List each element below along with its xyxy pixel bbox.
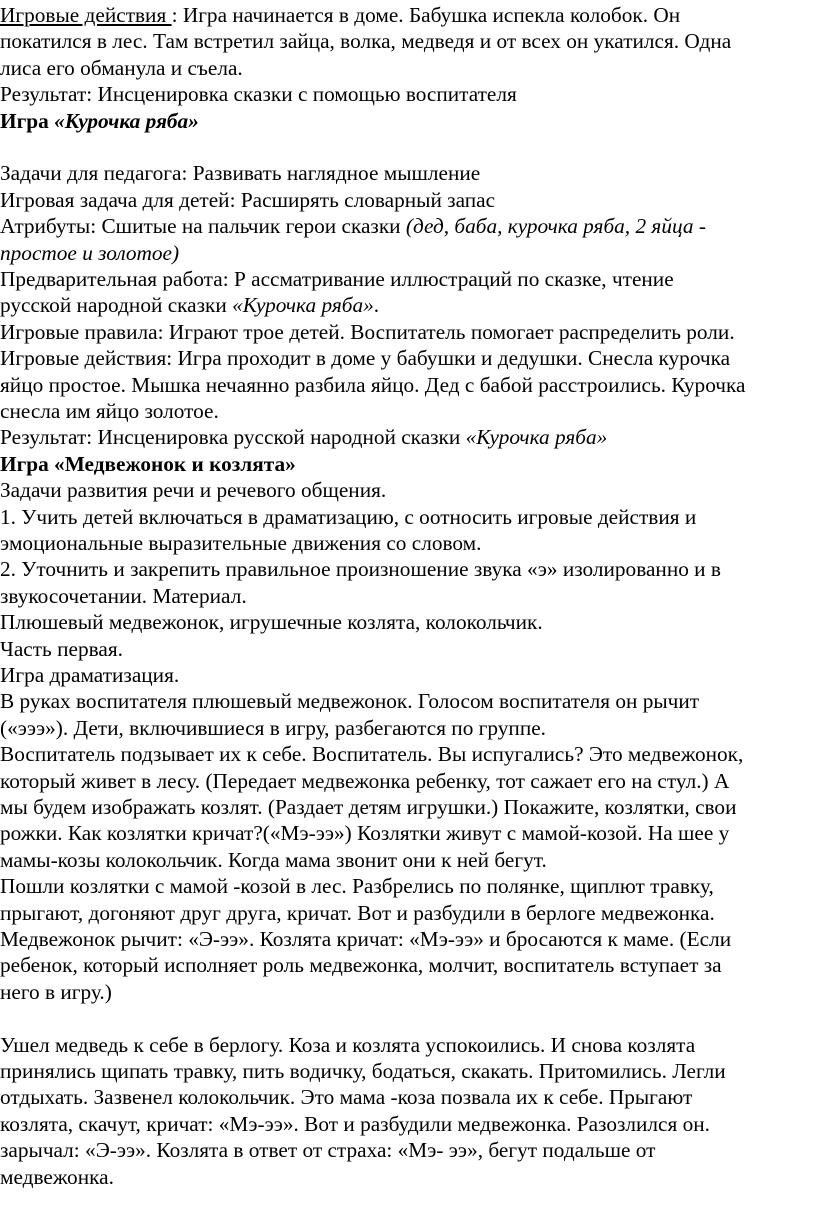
text-line [0, 451, 296, 477]
text-line [0, 609, 543, 635]
text-run: Игровые действия [0, 3, 172, 27]
text-run: яйцо простое. Мышка нечаянно разбила яйцо. Дед с бабой расстроились. Курочка [0, 372, 746, 397]
text-run: Ушел медведь к себе в берлогу. Коза и козлята успокоились. И снова козлята [0, 1032, 696, 1057]
text-run: «Курочка ряба» [232, 293, 374, 318]
text-run: мамы-козы колокольчик. Когда мама звонит они к ней бегут. [0, 847, 547, 872]
text-line [0, 530, 481, 556]
text-line [0, 160, 480, 186]
text-line [0, 583, 247, 609]
text-run: зарычал: «Э-ээ». Козлята в ответ от страха: «Мэ- ээ», бегут подальше от [0, 1138, 656, 1163]
text-line [0, 398, 219, 424]
text-run: покатился в лес. Там встретил зайца, волка, медведя и от всех он укатился. Одна [0, 29, 732, 54]
text-line [0, 556, 721, 582]
text-line [0, 28, 731, 54]
text-run: Задачи для педагога: Развивать наглядное мышление [0, 161, 481, 186]
text-run: («эээ»). Дети, включившиеся в игру, разбегаются по группе. [0, 715, 547, 740]
text-line [0, 292, 379, 318]
text-run: : Игра начинается в доме. Бабушка испекла колобок. Он [171, 3, 681, 27]
text-run: . [373, 293, 380, 318]
text-run: звукосочетании. Материал. [0, 583, 247, 608]
text-run: мы будем изображать козлят. (Раздает детям игрушки.) Покажите, козлятки, свои [0, 795, 737, 819]
text-line [0, 187, 495, 213]
text-line [0, 504, 696, 530]
text-line [0, 1137, 655, 1163]
text-run: Игра «Медвежонок и козлята» [0, 451, 296, 476]
text-line [0, 1084, 692, 1110]
text-run: Результат: Инсценировка сказки с помощью воспитателя [0, 82, 517, 107]
text-line [0, 1111, 710, 1137]
text-run: лиса его обманула и съела. [0, 55, 243, 80]
text-line [0, 477, 386, 503]
text-line [0, 424, 607, 450]
text-line [0, 794, 736, 820]
text-run: эмоциональные выразительные движения со словом. [0, 531, 482, 555]
text-line [0, 372, 745, 398]
text-line [0, 926, 731, 952]
text-run: ребенок, который исполняет роль медвежонка, молчит, воспитатель вступает за [0, 953, 722, 978]
text-run: 2. Уточнить и закрепить правильное произношение звука «э» изолированно и в [0, 557, 721, 582]
text-run: В руках воспитателя плюшевый медвежонок. Голосом воспитателя он рычит [0, 689, 700, 714]
text-line [0, 952, 722, 978]
text-line [0, 1058, 726, 1084]
text-line [0, 81, 517, 107]
text-line [0, 768, 729, 794]
text-line [0, 688, 699, 714]
text-line [0, 55, 243, 81]
text-run: (дед, баба, курочка ряба, 2 яйца - [405, 214, 706, 239]
text-run: него в игру.) [0, 979, 112, 1004]
text-run: Игра драматизация. [0, 663, 180, 687]
text-run: Медвежонок рычит: «Э-ээ». Козлята кричат: «Мэ-ээ» и бросаются к маме. (Если [0, 927, 732, 951]
text-line [0, 1032, 695, 1058]
text-line [0, 319, 735, 345]
text-run: козлята, скачут, кричат: «Мэ-ээ». Вот и разбудили медвежонка. Разозлился он. [0, 1111, 710, 1136]
text-run: русской народной сказки [0, 293, 233, 318]
text-run: Пошли козлятки с мамой -козой в лес. Разбрелись по полянке, щиплют травку, [0, 874, 714, 899]
text-run: Атрибуты: Сшитые на пальчик герои сказки [0, 214, 406, 239]
text-run: Плюшевый медвежонок, игрушечные козлята, колокольчик. [0, 610, 543, 635]
text-run: Результат: Инсценировка русской народной сказки [0, 425, 466, 450]
text-run: Игровые правила: Играют трое детей. Воспитатель помогает распределить роли. [0, 319, 735, 344]
text-run: который живет в лесу. (Передает медвежонка ребенку, тот сажает его на стул.) А [0, 768, 730, 793]
text-run: рожки. Как козлятки кричат?(«Мэ-ээ») Козлятки живут с мамой-козой. На шее у [0, 821, 730, 846]
text-run: снесла им яйцо золотое. [0, 399, 219, 423]
text-line [0, 741, 743, 767]
text-line [0, 240, 179, 266]
text-run: Предварительная работа: Р ассматривание иллюстраций по сказке, чтение [0, 267, 674, 291]
text-run: прыгают, догоняют друг друга, кричат. Вот и разбудили в берлоге медвежонка. [0, 900, 715, 925]
text-run: 1. Учить детей включаться в драматизацию, с оотносить игровые действия и [0, 504, 697, 529]
text-line [0, 108, 199, 134]
text-run: Часть первая. [0, 636, 123, 661]
text-line [0, 345, 730, 371]
text-run: отдыхать. Зазвенел колокольчик. Это мама -коза позвала их к себе. Прыгают [0, 1085, 693, 1110]
text-run: Игра [0, 108, 55, 133]
text-run: Задачи развития речи и речевого общения. [0, 478, 387, 503]
text-run: «Курочка ряба» [54, 108, 199, 133]
text-run: медвежонка. [0, 1164, 114, 1189]
text-run: «Курочка ряба» [465, 425, 608, 450]
text-line [0, 1164, 114, 1190]
text-line [0, 266, 674, 292]
text-line [0, 847, 547, 873]
text-run: Игровые действия: Игра проходит в доме у бабушки и дедушки. Снесла курочка [0, 346, 731, 371]
text-line [0, 820, 729, 846]
text-run: принялись щипать травку, пить водичку, бодаться, скакать. Притомились. Легли [0, 1059, 726, 1083]
text-run: Игровая задача для детей: Расширять словарный запас [0, 187, 496, 212]
text-line [0, 636, 123, 662]
text-run: простое и золотое) [0, 240, 180, 265]
text-line [0, 715, 546, 741]
text-run: Воспитатель подзывает их к себе. Воспитатель. Вы испугались? Это медвежонок, [0, 742, 744, 767]
text-line [0, 662, 179, 688]
text-line [0, 2, 680, 28]
text-line [0, 873, 714, 899]
text-line [0, 900, 715, 926]
text-line [0, 979, 112, 1005]
text-line [0, 213, 706, 239]
